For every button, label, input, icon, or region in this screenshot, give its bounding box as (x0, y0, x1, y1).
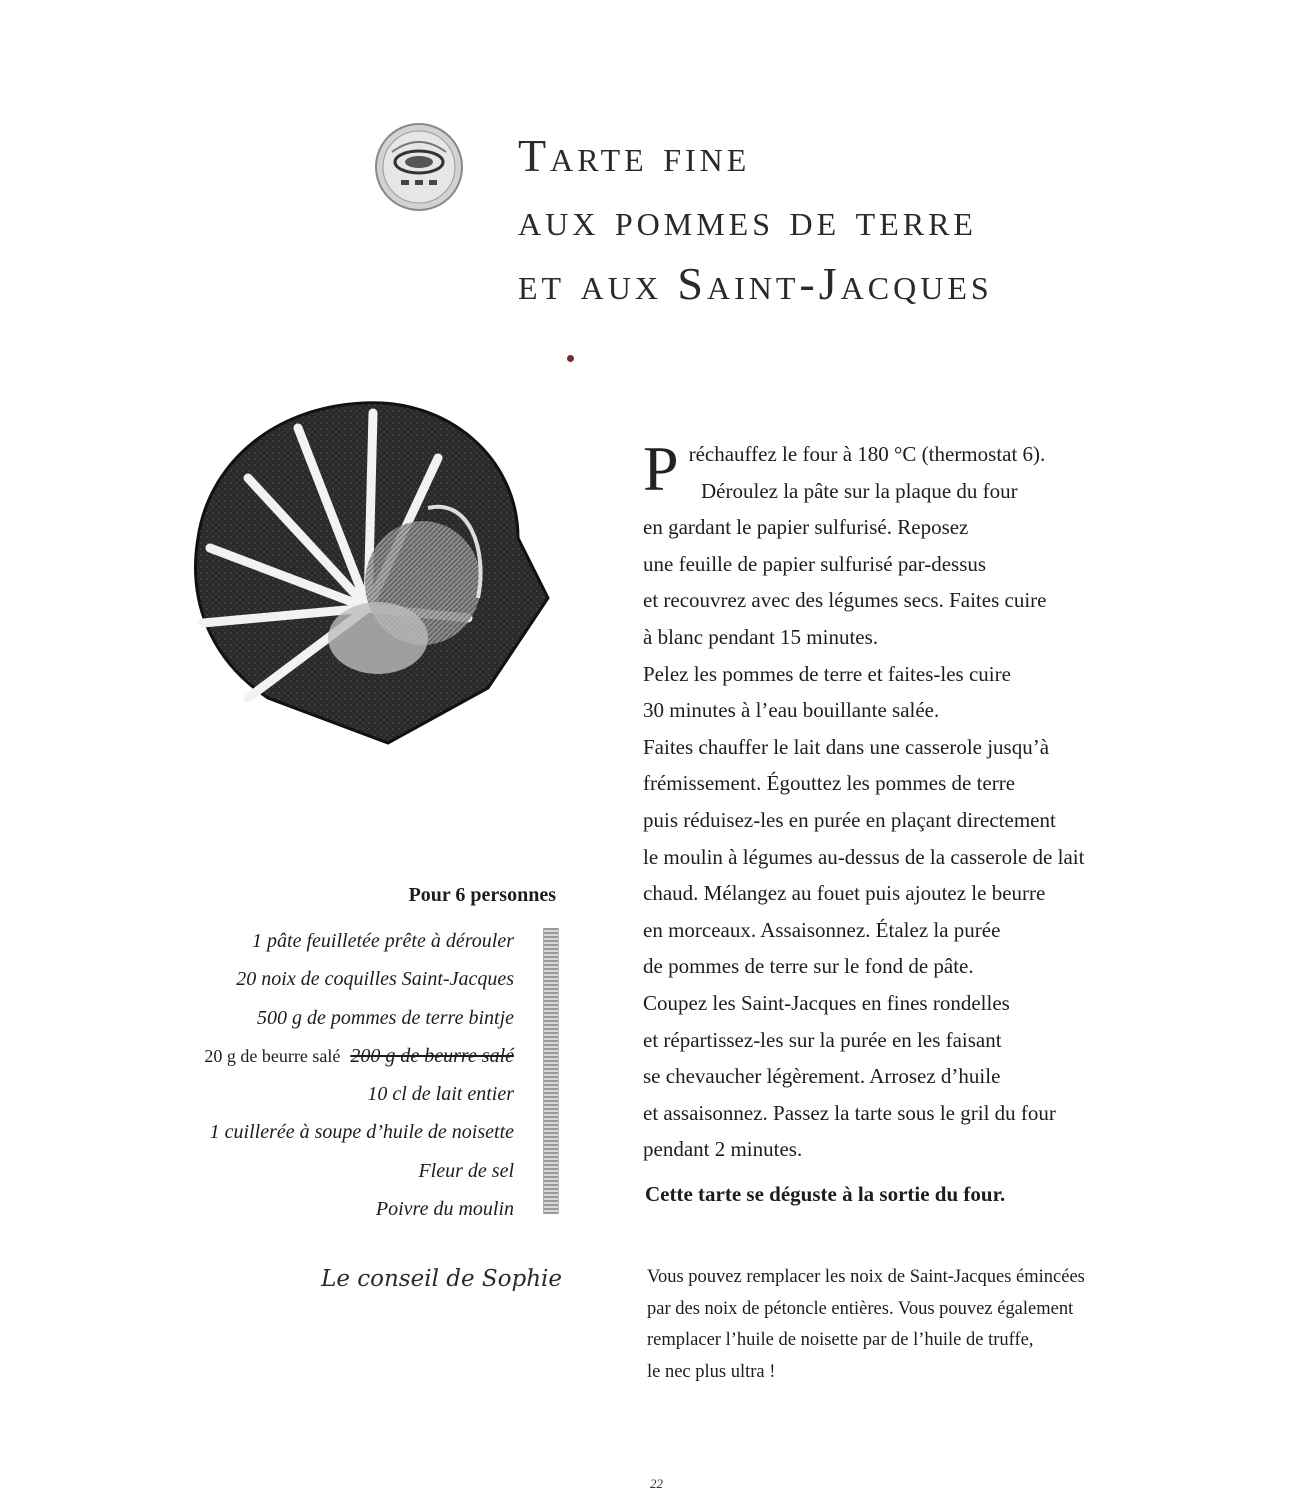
ingredient-item (100, 1003, 514, 1041)
recipe-title (518, 124, 1218, 316)
method-line: Déroulez la pâte sur la plaque du four (701, 478, 1018, 503)
method-line: le moulin à légumes au-dessus de la casserole de lait (643, 844, 1085, 869)
method-line: et répartissez-les sur la purée en les faisant (643, 1027, 1002, 1052)
ingredient-item (100, 1156, 514, 1194)
method-line: se chevaucher légèrement. Arrosez d’huile (643, 1064, 1001, 1089)
ingredient-text: 10 cl de lait entier (367, 1083, 514, 1106)
method-line: réchauffez le four à 180 °C (thermostat 6). (688, 442, 1046, 466)
ingredient-text: Poivre du moulin (375, 1198, 514, 1221)
ingredient-item (100, 1194, 514, 1232)
method-line: pendant 2 minutes. (643, 1137, 803, 1162)
method-line: à blanc pendant 15 minutes. (643, 624, 879, 649)
ingredient-text: 20 g de beurre salé (204, 1045, 341, 1066)
struck-ingredient-text: 200 g de beurre salé (350, 1044, 514, 1067)
title-line-3: et aux Saint-Jacques (518, 258, 993, 309)
method-line: Pelez les pommes de terre et faites-les cuire (643, 661, 1011, 686)
title-line-2: aux pommes de terre (518, 194, 977, 245)
ingredient-item (100, 1117, 514, 1155)
ingredients-list (100, 926, 514, 1232)
method-line: frémissement. Égouttez les pommes de terre (643, 771, 1016, 796)
ingredient-text: 20 noix de coquilles Saint-Jacques (236, 968, 514, 991)
ingredient-item (100, 1041, 514, 1079)
drop-cap: P (643, 433, 679, 504)
method-line: une feuille de papier sulfurisé par-dessus (643, 551, 987, 576)
tip-line: Vous pouvez remplacer les noix de Saint-Jacques émincées (647, 1267, 1085, 1287)
method-line: puis réduisez-les en purée en plaçant directement (643, 807, 1056, 832)
scallop-tart-illustration (188, 398, 550, 750)
tip-line: par des noix de pétoncle entières. Vous pouvez également (647, 1298, 1074, 1319)
method-conclusion: Cette tarte se déguste à la sortie du four. (645, 1182, 1006, 1206)
emblem-icon (374, 122, 464, 212)
ingredient-text: Fleur de sel (418, 1159, 514, 1182)
ingredient-item (100, 964, 514, 1002)
tip-line: le nec plus ultra ! (647, 1361, 776, 1382)
ingredient-item (100, 926, 514, 964)
ingredient-text: 1 cuillerée à soupe d’huile de noisette (209, 1121, 514, 1144)
method-line: et recouvrez avec des légumes secs. Faites cuire (643, 588, 1047, 613)
ingredient-text: 1 pâte feuilletée prête à dérouler (252, 930, 514, 952)
tip-text (647, 1262, 1207, 1388)
method-line: Faites chauffer le lait dans une casserole jusqu’à (643, 734, 1050, 759)
method-line: 30 minutes à l’eau bouillante salée. (643, 698, 940, 723)
method-line: en morceaux. Assaisonnez. Étalez la purée (643, 917, 1001, 942)
method-text (643, 433, 1203, 1168)
method-line: de pommes de terre sur le fond de pâte. (643, 954, 974, 979)
method-line: et assaisonnez. Passez la tarte sous le gril du four (643, 1100, 1056, 1125)
ingredient-text: 500 g de pommes de terre bintje (257, 1006, 514, 1029)
tip-line: remplacer l’huile de noisette par de l’huile de truffe, (647, 1330, 1034, 1350)
page-number: 22 (650, 1476, 663, 1491)
tip-label: Le conseil de Sophie (321, 1266, 562, 1292)
method-line: chaud. Mélangez au fouet puis ajoutez le beurre (643, 881, 1046, 906)
ingredient-item (100, 1079, 514, 1117)
ingredients-side-bar (543, 928, 559, 1214)
method-line: Coupez les Saint-Jacques en fines rondelles (643, 990, 1010, 1015)
method-line: en gardant le papier sulfurisé. Reposez (643, 515, 969, 540)
servings-heading: Pour 6 personnes (408, 884, 556, 906)
title-line-1: Tarte fine (518, 130, 751, 181)
ornament-dot (567, 355, 574, 362)
